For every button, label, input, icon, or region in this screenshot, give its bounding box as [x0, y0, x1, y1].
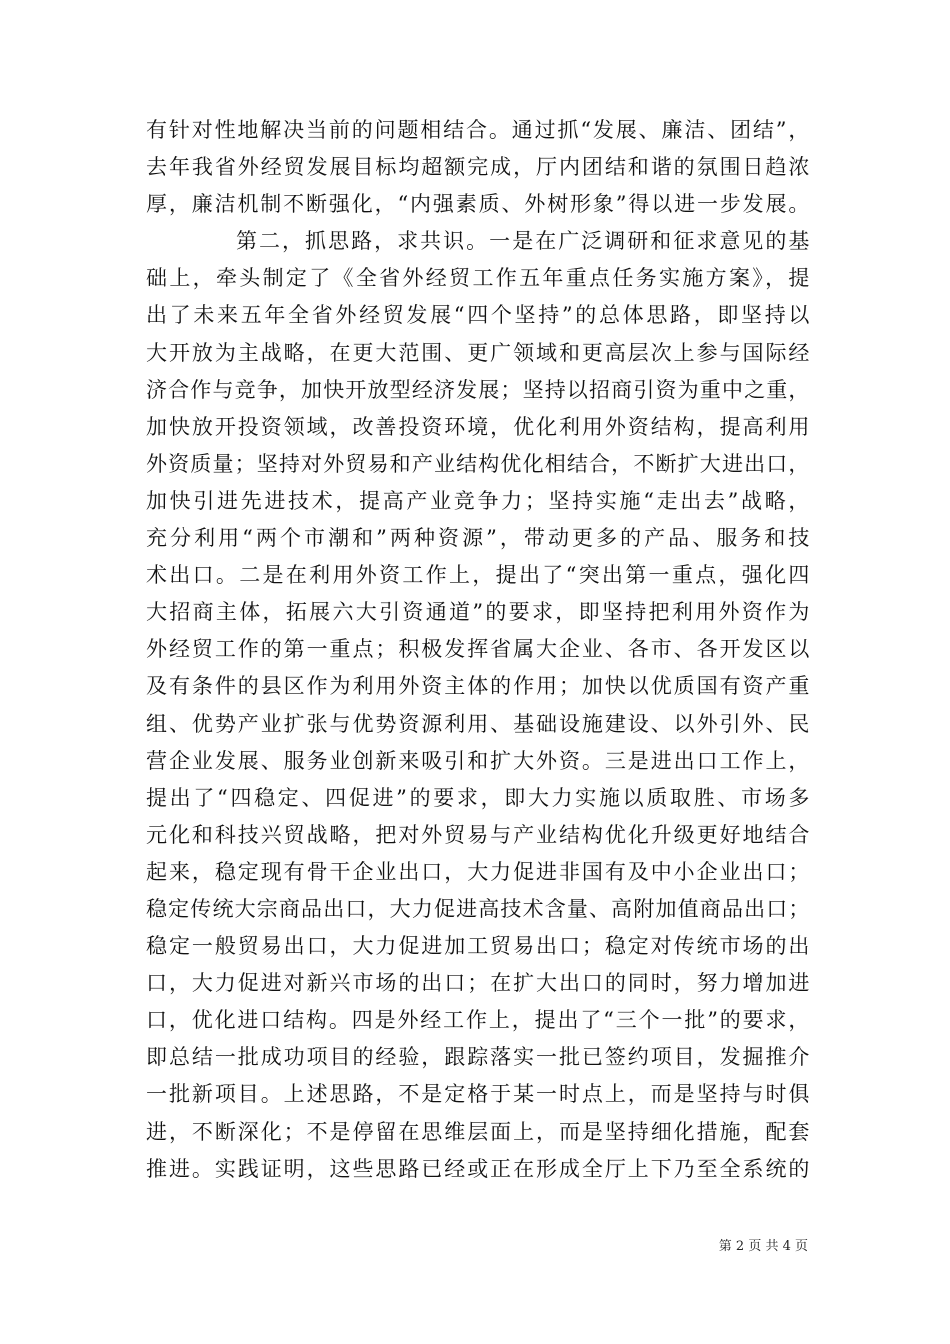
text-line: 有针对性地解决当前的问题相结合。通过抓“发展、廉洁、团结”， — [146, 118, 810, 142]
text-line: 外经贸工作的第一重点；积极发挥省属大企业、各市、各开发区以 — [146, 637, 810, 662]
text-line: 组、优势产业扩张与优势资源利用、基础设施建设、以外引外、民 — [146, 711, 810, 736]
text-line: 推进。实践证明，这些思路已经或正在形成全厅上下乃至全系统的 — [146, 1156, 810, 1181]
text-line: 及有条件的县区作为利用外资主体的作用；加快以优质国有资产重 — [146, 674, 810, 699]
text-line: 去年我省外经贸发展目标均超额完成，厅内团结和谐的氛围日趋浓 — [146, 155, 810, 180]
text-line: 进，不断深化；不是停留在思维层面上，而是坚持细化措施，配套 — [146, 1119, 810, 1144]
text-line: 起来，稳定现有骨干企业出口，大力促进非国有及中小企业出口； — [146, 859, 810, 884]
text-line: 元化和科技兴贸战略，把对外贸易与产业结构优化升级更好地结合 — [146, 822, 810, 847]
paragraph-start-line: 第二，抓思路，求共识。一是在广泛调研和征求意见的基 — [236, 229, 810, 254]
text-line: 稳定一般贸易出口，大力促进加工贸易出口；稳定对传统市场的出 — [146, 934, 810, 959]
text-line: 口，大力促进对新兴市场的出口；在扩大出口的同时，努力增加进 — [146, 971, 810, 996]
text-line: 充分利用“两个市潮和”两种资源”，带动更多的产品、服务和技 — [146, 526, 810, 551]
text-line: 加快放开投资领域，改善投资环境，优化利用外资结构，提高利用 — [146, 414, 810, 439]
text-line: 厚，廉洁机制不断强化，“内强素质、外树形象”得以进一步发展。 — [146, 192, 810, 217]
text-line: 出了未来五年全省外经贸发展“四个坚持”的总体思路，即坚持以 — [146, 303, 810, 328]
text-line: 稳定传统大宗商品出口，大力促进高技术含量、高附加值商品出口； — [146, 896, 810, 921]
text-line: 加快引进先进技术，提高产业竞争力；坚持实施“走出去”战略， — [146, 488, 810, 513]
text-line: 大招商主体，拓展六大引资通道”的要求，即坚持把利用外资作为 — [146, 600, 810, 625]
body-text — [146, 112, 810, 1188]
text-line: 础上，牵头制定了《全省外经贸工作五年重点任务实施方案》，提 — [146, 266, 810, 291]
text-line: 外资质量；坚持对外贸易和产业结构优化相结合，不断扩大进出口， — [146, 451, 810, 476]
text-line: 口，优化进口结构。四是外经工作上，提出了“三个一批”的要求， — [146, 1008, 810, 1033]
text-line: 即总结一批成功项目的经验，跟踪落实一批已签约项目，发掘推介 — [146, 1045, 810, 1070]
text-line: 大开放为主战略，在更大范围、更广领域和更高层次上参与国际经 — [146, 340, 810, 365]
text-line: 提出了“四稳定、四促进”的要求，即大力实施以质取胜、市场多 — [146, 785, 810, 810]
text-line: 术出口。二是在利用外资工作上，提出了“突出第一重点，强化四 — [146, 563, 810, 588]
text-line: 一批新项目。上述思路，不是定格于某一时点上，而是坚持与时俱 — [146, 1082, 810, 1107]
page-number-footer: 第 2 页 共 4 页 — [718, 1239, 808, 1254]
text-line: 济合作与竞争，加快开放型经济发展；坚持以招商引资为重中之重， — [146, 377, 810, 402]
text-line: 营企业发展、服务业创新来吸引和扩大外资。三是进出口工作上， — [146, 748, 810, 773]
